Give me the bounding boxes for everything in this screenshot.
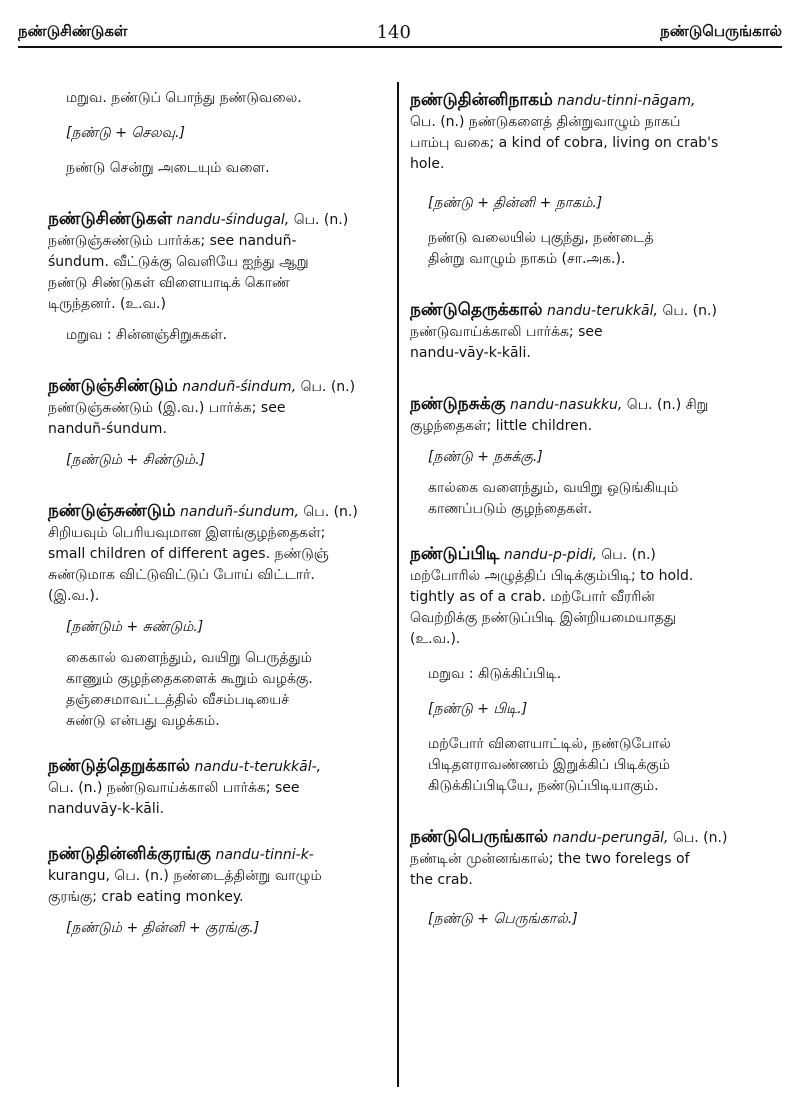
definition-line: tightly as of a crab. மற்போர் வீரரின்	[410, 589, 655, 605]
usage-note-line: தஞ்சைமாவட்டத்தில் வீசம்படியைச்	[66, 692, 290, 708]
left-column	[48, 70, 386, 939]
continued-entry	[48, 88, 386, 179]
usage-note-line: கைகால் வளைந்தும், வயிறு பெருத்தும்	[66, 650, 312, 666]
entry-first-line	[410, 300, 748, 322]
etymology: [நண்டும் + சுண்டும்.]	[66, 619, 204, 635]
left-guideword: நண்டுசிண்டுகள்	[18, 22, 128, 40]
definition-word: சிறு	[685, 397, 709, 413]
headword: நண்டுதெருக்கால்	[410, 300, 543, 320]
definition-line: சிறியவும் பெரியவுமான இளங்குழந்தைகள்;	[48, 525, 326, 541]
definition-line: குழந்தைகள்; little children.	[410, 418, 593, 434]
headword: நண்டுப்பிடி	[410, 544, 500, 564]
headword: நண்டுநசுக்கு	[410, 394, 506, 414]
etymology: [நண்டும் + சிண்டும்.]	[66, 452, 206, 468]
column-divider	[397, 82, 399, 1087]
right-guideword: நண்டுபெருங்கால்	[660, 22, 782, 40]
synonym-line: மறுவ : கிடுக்கிப்பிடி.	[428, 666, 562, 682]
definition-line: nandu-vāy-k-kāli.	[410, 345, 531, 361]
headword: நண்டுதின்னிநாகம்	[410, 90, 553, 110]
right-column	[410, 70, 748, 930]
dictionary-entry	[48, 756, 386, 820]
definition-line: (உ.வ.).	[410, 631, 461, 647]
etymology: [நண்டு + தின்னி + நாகம்.]	[428, 195, 603, 211]
usage-note-line: கிடுக்கிப்பிடியே, நண்டுப்பிடியாகும்.	[428, 778, 659, 794]
dictionary-entry	[48, 501, 386, 732]
headword: நண்டுசிண்டுகள்	[48, 209, 173, 229]
usage-note-line: காணும் குழந்தைகளைக் கூறும் வழக்கு.	[66, 671, 313, 687]
transliteration: nandu-perungāl,	[552, 830, 669, 846]
definition-line: டிருந்தனர். (உ.வ.)	[48, 296, 166, 312]
headword: நண்டுஞ்சிண்டும்	[48, 376, 178, 396]
dictionary-entry	[48, 844, 386, 939]
usage-note: நண்டு சென்று அடையும் வளை.	[66, 160, 270, 176]
definition-line: the crab.	[410, 872, 473, 888]
definition-line: பெ. (n.) நண்டுவாய்க்காலி பார்க்க; see	[48, 780, 300, 796]
definition-line: சுண்டுமாக விட்டுவிட்டுப் போய் விட்டார்.	[48, 567, 315, 583]
transliteration: nandu-tinni-nāgam,	[557, 93, 696, 109]
transliteration: nanduñ-śundum,	[180, 504, 299, 520]
transliteration: nandu-p-pidi,	[503, 547, 597, 563]
entry-first-line	[48, 209, 386, 231]
headword: நண்டுஞ்சுண்டும்	[48, 501, 176, 521]
page-header	[18, 18, 782, 48]
part-of-speech: பெ. (n.)	[303, 504, 358, 520]
page-number: 140	[376, 21, 411, 43]
definition-line: குரங்கு; crab eating monkey.	[48, 889, 244, 905]
dictionary-entry	[410, 827, 748, 930]
dictionary-entry	[410, 544, 748, 797]
dictionary-entry	[410, 394, 748, 520]
definition-line: வெற்றிக்கு நண்டுப்பிடி இன்றியமையாதது	[410, 610, 677, 626]
dictionary-entry	[410, 90, 748, 270]
part-of-speech: பெ. (n.)	[662, 303, 717, 319]
transliteration: nandu-tinni-k-	[215, 847, 314, 863]
definition-line: small children of different ages. நண்டுஞ்	[48, 546, 329, 562]
definition-line: பெ. (n.) நண்டுகளைத் தின்றுவாழும் நாகப்	[410, 114, 681, 130]
transliteration: nandu-śindugal,	[176, 212, 290, 228]
definition-line: (இ.வ.).	[48, 588, 100, 604]
definition-line: நண்டுஞ்சுண்டும் (இ.வ.) பார்க்க; see	[48, 400, 286, 416]
synonym-line: மறுவ. நண்டுப் பொந்து நண்டுவலை.	[66, 90, 302, 106]
entry-first-line	[410, 394, 748, 416]
dictionary-entry	[48, 376, 386, 471]
part-of-speech: பெ. (n.)	[672, 830, 728, 846]
definition-line: மற்போரில் அழுத்திப் பிடிக்கும்பிடி; to hold.	[410, 568, 694, 584]
definition-line: nanduñ-śundum.	[48, 421, 167, 437]
definition-line: நண்டுஞ்சுண்டும் பார்க்க; see nanduñ-	[48, 233, 297, 249]
definition-line: nanduvāy-k-kāli.	[48, 801, 165, 817]
headword: நண்டுபெருங்கால்	[410, 827, 549, 847]
usage-note-line: தின்று வாழும் நாகம் (சா.அக.).	[428, 251, 626, 267]
part-of-speech: பெ. (n.)	[293, 212, 349, 228]
etymology: [நண்டும் + தின்னி + குரங்கு.]	[66, 920, 260, 936]
entry-first-line	[48, 376, 386, 398]
entry-first-line	[48, 501, 386, 523]
definition-line: நண்டுவாய்க்காலி பார்க்க; see	[410, 324, 603, 340]
headword: நண்டுதின்னிக்குரங்கு	[48, 844, 212, 864]
etymology: [நண்டு + பிடி.]	[428, 701, 528, 717]
transliteration: nanduñ-śindum,	[182, 379, 297, 395]
definition-line: kurangu, பெ. (n.) நண்டைத்தின்று வாழும்	[48, 868, 322, 884]
usage-note-line: பிடிதளராவண்ணம் இறுக்கிப் பிடிக்கும்	[428, 757, 671, 773]
entry-first-line	[48, 844, 386, 866]
entry-first-line	[410, 544, 748, 566]
usage-note-line: மற்போர் விளையாட்டில், நண்டுபோல்	[428, 736, 671, 752]
part-of-speech: பெ. (n.)	[626, 397, 682, 413]
definition-line: śundum. வீட்டுக்கு வெளியே ஐந்து ஆறு	[48, 254, 309, 270]
synonym-line: மறுவ : சின்னஞ்சிறுசுகள்.	[66, 327, 227, 343]
entry-first-line	[410, 90, 748, 112]
usage-note-line: காணப்படும் குழந்தைகள்.	[428, 501, 593, 517]
definition-line: பாம்பு வகை; a kind of cobra, living on crab's	[410, 135, 719, 151]
dictionary-entry	[410, 300, 748, 364]
entry-first-line	[410, 827, 748, 849]
dictionary-entry	[48, 209, 386, 346]
etymology: [நண்டு + நசுக்கு.]	[428, 449, 543, 465]
part-of-speech: பெ. (n.)	[601, 547, 656, 563]
definition-line: நண்டு சிண்டுகள் விளையாடிக் கொண்	[48, 275, 290, 291]
entry-first-line	[48, 756, 386, 778]
transliteration: nandu-terukkāl,	[546, 303, 658, 319]
etymology: [நண்டு + செலவு.]	[66, 125, 185, 141]
headword: நண்டுத்தெறுக்கால்	[48, 756, 191, 776]
definition-line: நண்டின் முன்னங்கால்; the two forelegs of	[410, 851, 690, 867]
usage-note-line: சுண்டு என்பது வழக்கம்.	[66, 713, 220, 729]
part-of-speech: பெ. (n.)	[300, 379, 356, 395]
definition-line: hole.	[410, 156, 445, 172]
transliteration: nandu-t-terukkāl-,	[194, 759, 322, 775]
etymology: [நண்டு + பெருங்கால்.]	[428, 911, 578, 927]
usage-note-line: நண்டு வலையில் புகுந்து, நண்டைத்	[428, 230, 654, 246]
usage-note-line: கால்கை வளைந்தும், வயிறு ஒடுங்கியும்	[428, 480, 679, 496]
transliteration: nandu-nasukku,	[510, 397, 623, 413]
